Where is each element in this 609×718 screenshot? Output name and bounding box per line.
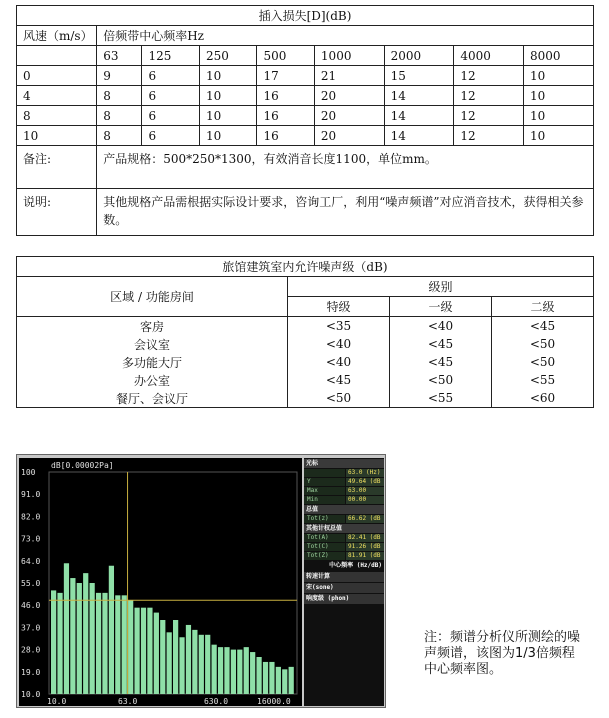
value-cell: 10 (199, 106, 256, 126)
spectrum-bar (224, 647, 229, 694)
grade-header: 特级 (288, 297, 390, 317)
y-tick-label: 100 (21, 468, 36, 477)
weight-value: 82.41 (dB (346, 534, 384, 542)
spectrum-bar (57, 593, 62, 694)
x-tick-label: 16000.0 (257, 697, 291, 706)
spectrum-bar (96, 593, 101, 694)
cursor-row (304, 496, 384, 504)
table-row (17, 86, 594, 106)
speed-cell: 8 (17, 106, 97, 126)
value-cell: 10 (199, 126, 256, 146)
spectrum-analyzer-screenshot (16, 454, 386, 708)
x-tick-label: 10.0 (47, 697, 67, 706)
analyzer-side-panel (304, 458, 384, 706)
cursor-row (304, 487, 384, 495)
speed-cell: 0 (17, 66, 97, 86)
total-header[interactable]: 总值 (304, 505, 384, 514)
value-cell: <45 (390, 335, 492, 353)
freq-cell: 2000 (384, 46, 454, 66)
value-cell: <45 (288, 371, 390, 389)
frequency-header: 倍频带中心频率Hz (97, 26, 594, 46)
table-row (17, 317, 594, 336)
grade-header: 二级 (492, 297, 594, 317)
spectrum-chart (19, 458, 302, 706)
x-tick-label: 630.0 (203, 697, 229, 706)
y-tick-label: 19.0 (21, 667, 41, 677)
cursor-key (304, 469, 345, 477)
freq-cell: 4000 (454, 46, 524, 66)
value-cell: 15 (384, 66, 454, 86)
spectrum-bar (192, 630, 197, 694)
weight-key: Tot(C) (304, 543, 345, 551)
room-cell: 客房 (17, 317, 288, 336)
room-cell: 会议室 (17, 335, 288, 353)
room-cell: 多功能大厅 (17, 353, 288, 371)
spectrum-bar (160, 620, 165, 694)
explain-text: 其他规格产品需根据实际设计要求，咨询工厂，利用“噪声频谱”对应消音技术，获得相关参数。 (97, 189, 594, 236)
value-cell: 10 (199, 66, 256, 86)
area-header: 区域 / 功能房间 (17, 277, 288, 317)
value-cell: <55 (492, 371, 594, 389)
noise-level-table (16, 256, 594, 408)
cursor-key: Max (304, 487, 345, 495)
weight-value: 91.26 (dB (346, 543, 384, 551)
value-cell: 20 (314, 126, 384, 146)
remark-text: 产品规格：500*250*1300，有效消音长度1100，单位mm。 (97, 146, 594, 189)
spectrum-bar (109, 566, 114, 694)
value-cell: 17 (257, 66, 314, 86)
value-cell: 12 (454, 126, 524, 146)
insertion-loss-table (16, 5, 594, 236)
value-cell: 16 (257, 106, 314, 126)
freq-cell: 500 (257, 46, 314, 66)
sone-link[interactable]: 宋(sone) (304, 583, 384, 593)
freq-cell: 63 (97, 46, 142, 66)
spectrum-bar (186, 625, 191, 694)
cursor-value: 49.64 (dB (346, 478, 384, 486)
spectrum-bar (276, 667, 281, 694)
value-cell: 16 (257, 126, 314, 146)
spectrum-bar (263, 662, 268, 694)
table-row (17, 389, 594, 408)
value-cell: <45 (492, 317, 594, 336)
spectrum-bar (147, 608, 152, 694)
spectrum-bar (289, 667, 294, 694)
cursor-header[interactable]: 光标 (304, 459, 384, 468)
speed-cell: 4 (17, 86, 97, 106)
room-cell: 餐厅、会议厅 (17, 389, 288, 408)
value-cell: 12 (454, 106, 524, 126)
y-tick-label: 28.0 (21, 645, 41, 655)
value-cell: 10 (524, 126, 594, 146)
y-tick-label: 37.0 (21, 623, 41, 633)
y-tick-label: 46.0 (21, 601, 41, 611)
spectrum-bar (231, 650, 236, 694)
spectrum-bar (134, 608, 139, 694)
weight-row (304, 552, 384, 560)
x-tick-label: 63.0 (118, 697, 138, 706)
spectrum-bar (237, 650, 242, 694)
cursor-row (304, 469, 384, 477)
value-cell: 6 (142, 66, 199, 86)
total-key: Tot(z) (304, 515, 345, 523)
spectrum-bar (179, 637, 184, 694)
value-cell: 14 (384, 106, 454, 126)
value-cell: <45 (390, 353, 492, 371)
figure-note: 注：频谱分析仪所测绘的噪声频谱，该图为1/3倍频程中心频率图。 (424, 630, 581, 677)
spectrum-bar (141, 608, 146, 694)
cursor-value: 63.00 (346, 487, 384, 495)
spectrum-bar (115, 595, 120, 694)
spectrum-bar (51, 590, 56, 694)
value-cell: 10 (524, 106, 594, 126)
table-row (17, 371, 594, 389)
value-cell: 16 (257, 86, 314, 106)
value-cell: <60 (492, 389, 594, 408)
empty-cell (17, 46, 97, 66)
value-cell: 6 (142, 106, 199, 126)
weight-key: Tot(Z) (304, 552, 345, 560)
spectrum-bar (77, 583, 82, 694)
y-tick-label: 73.0 (21, 534, 41, 544)
freq-cell: 1000 (314, 46, 384, 66)
freq-cell: 250 (199, 46, 256, 66)
y-tick-label: 64.0 (21, 556, 41, 566)
level-header: 级别 (288, 277, 594, 297)
value-cell: 8 (97, 86, 142, 106)
weight-header[interactable]: 其他计权总值 (304, 524, 384, 533)
spectrum-plot (19, 458, 302, 706)
value-cell: 8 (97, 126, 142, 146)
spectrum-bar (122, 595, 127, 694)
value-cell: <50 (492, 335, 594, 353)
table-row (17, 126, 594, 146)
value-cell: <40 (288, 335, 390, 353)
value-cell: 14 (384, 86, 454, 106)
total-row (304, 515, 384, 523)
explain-label: 说明: (17, 189, 97, 236)
spectrum-bar (256, 657, 261, 694)
y-tick-label: 82.0 (21, 512, 41, 522)
rpm-calc-link[interactable]: 转速计算 (304, 572, 384, 582)
center-frequency-label: 中心频率 (Hz/dB) (304, 561, 384, 571)
value-cell: 9 (97, 66, 142, 86)
value-cell: <50 (492, 353, 594, 371)
value-cell: <35 (288, 317, 390, 336)
phon-link[interactable]: 响度级 (phon) (304, 594, 384, 604)
value-cell: 6 (142, 86, 199, 106)
value-cell: 20 (314, 86, 384, 106)
spectrum-bar (128, 600, 133, 694)
cursor-value: 63.0 (Hz) (346, 469, 384, 477)
spectrum-bar (64, 563, 69, 694)
weight-value: 81.91 (dB (346, 552, 384, 560)
remark-label: 备注: (17, 146, 97, 189)
y-tick-label: 10.0 (21, 690, 41, 699)
value-cell: 10 (199, 86, 256, 106)
spectrum-bar (244, 647, 249, 694)
table-row (17, 353, 594, 371)
value-cell: 21 (314, 66, 384, 86)
spectrum-bar (70, 578, 75, 694)
value-cell: <40 (288, 353, 390, 371)
speed-cell: 10 (17, 126, 97, 146)
table-row (17, 106, 594, 126)
spectrum-bar (102, 593, 107, 694)
value-cell: 14 (384, 126, 454, 146)
cursor-key: Min (304, 496, 345, 504)
spectrum-bar (269, 662, 274, 694)
weight-key: Tot(A) (304, 534, 345, 542)
cursor-value: 00.00 (346, 496, 384, 504)
spectrum-bar (218, 647, 223, 694)
table-title: 插入损失[D](dB) (17, 6, 594, 26)
table-row (17, 66, 594, 86)
frequency-row (17, 46, 594, 66)
room-cell: 办公室 (17, 371, 288, 389)
total-value: 66.62 (dB (346, 515, 384, 523)
table-title: 旅馆建筑室内允许噪声级（dB) (17, 257, 594, 277)
value-cell: <55 (390, 389, 492, 408)
y-tick-label: 55.0 (21, 579, 41, 588)
freq-cell: 8000 (524, 46, 594, 66)
cursor-row (304, 478, 384, 486)
spectrum-bar (90, 583, 95, 694)
spectrum-bar (212, 645, 217, 694)
spectrum-bar (167, 632, 172, 694)
wind-speed-header: 风速（m/s） (17, 26, 97, 46)
value-cell: 20 (314, 106, 384, 126)
spectrum-bar (199, 635, 204, 694)
weight-row (304, 534, 384, 542)
value-cell: <40 (390, 317, 492, 336)
spectrum-bar (282, 669, 287, 694)
value-cell: <50 (390, 371, 492, 389)
y-tick-label: 91.0 (21, 490, 41, 500)
table-row (17, 335, 594, 353)
value-cell: 10 (524, 66, 594, 86)
y-unit-label: dB[0.00002Pa] (51, 461, 114, 470)
value-cell: 10 (524, 86, 594, 106)
value-cell: 8 (97, 106, 142, 126)
weight-row (304, 543, 384, 551)
grade-header: 一级 (390, 297, 492, 317)
spectrum-bar (83, 573, 88, 694)
value-cell: 12 (454, 66, 524, 86)
spectrum-bar (173, 620, 178, 694)
value-cell: <50 (288, 389, 390, 408)
freq-cell: 125 (142, 46, 199, 66)
spectrum-bar (250, 652, 255, 694)
cursor-key: Y (304, 478, 345, 486)
value-cell: 6 (142, 126, 199, 146)
spectrum-bar (205, 635, 210, 694)
value-cell: 12 (454, 86, 524, 106)
spectrum-bar (154, 613, 159, 694)
